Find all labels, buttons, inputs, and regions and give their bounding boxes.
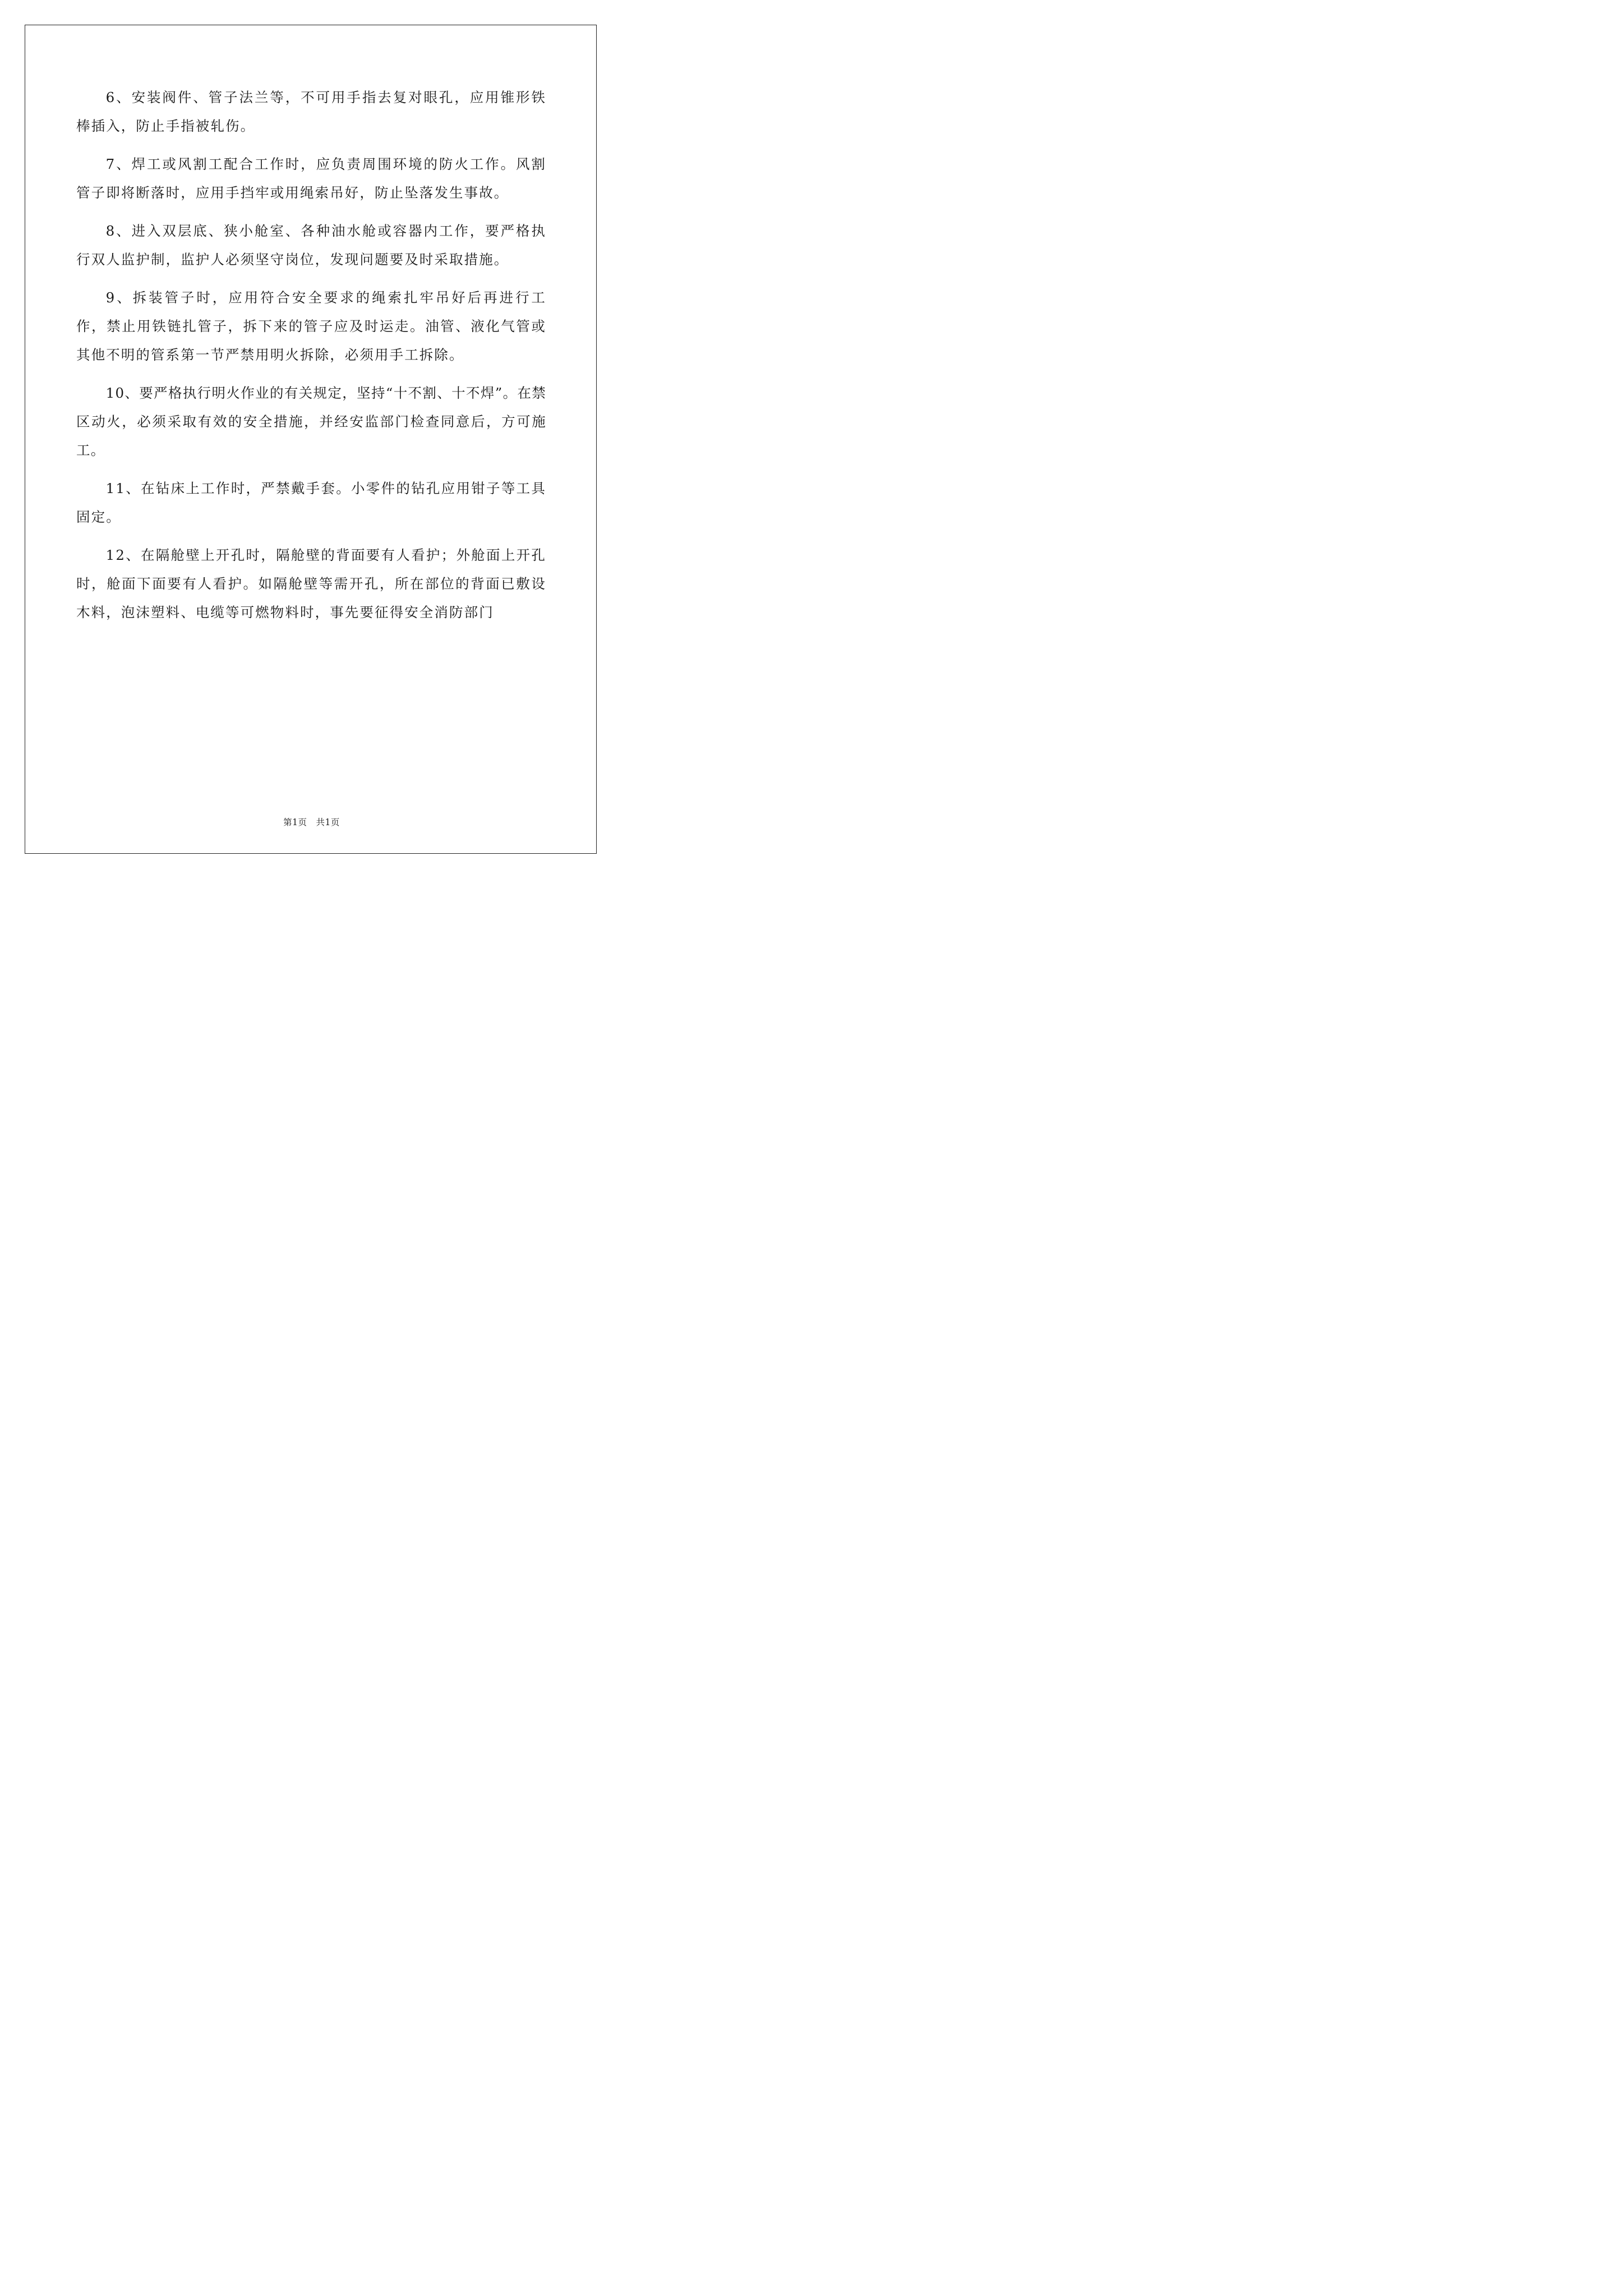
paragraph-12: 12、在隔舱壁上开孔时，隔舱壁的背面要有人看护；外舱面上开孔时，舱面下面要有人看护。如隔舱壁等需开孔，所在部位的背面已敷设木料，泡沫塑料、电缆等可燃物料时，事先要征得安全消防部门	[76, 547, 546, 620]
paragraph-7: 7、焊工或风割工配合工作时，应负责周围环境的防火工作。风割管子即将断落时，应用手挡牢或用绳索吊好，防止坠落发生事故。	[76, 156, 546, 201]
paragraph-8: 8、进入双层底、狭小舱室、各种油水舱或容器内工作，要严格执行双人监护制，监护人必须坚守岗位，发现问题要及时采取措施。	[76, 223, 546, 268]
paragraph-10: 10、要严格执行明火作业的有关规定，坚持“十不割、十不焊”。在禁区动火，必须采取有效的安全措施，并经安监部门检查同意后，方可施工。	[76, 385, 546, 458]
paragraph-6: 6、安装阀件、管子法兰等，不可用手指去复对眼孔，应用锥形铁棒插入，防止手指被轧伤。	[76, 89, 546, 134]
paragraph-9: 9、拆装管子时，应用符合安全要求的绳索扎牢吊好后再进行工作，禁止用铁链扎管子，拆下来的管子应及时运走。油管、液化气管或其他不明的管系第一节严禁用明火拆除，必须用手工拆除。	[76, 289, 546, 363]
paragraph-11: 11、在钻床上工作时，严禁戴手套。小零件的钻孔应用钳子等工具固定。	[76, 480, 546, 525]
page-number-footer: 第1页 共1页	[283, 817, 340, 827]
document-body	[76, 83, 546, 627]
